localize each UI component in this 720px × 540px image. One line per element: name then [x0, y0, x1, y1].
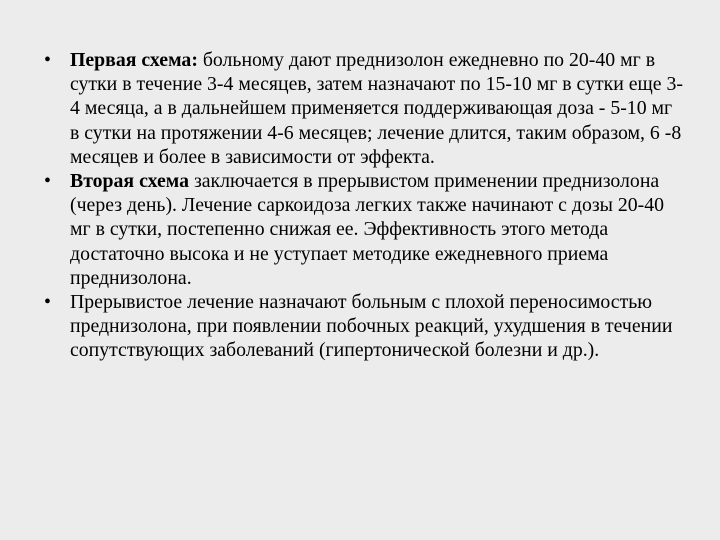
bullet-text: больному дают преднизолон ежедневно по 20-40 мг в сутки в течение 3-4 месяцев, затем назначают по 15-10 мг в сутки еще 3-4 месяца, а в дальнейшем применяется поддерживающая доза - 5-10 мг в сутки на протяжении 4-6 месяцев; лечение длится, таким образом, 6 -8 месяцев и более в зависимости от эффекта. [70, 49, 683, 168]
bullet-text: заключается в прерывистом применении преднизолона (через день). Лечение саркоидоза легких также начинают с дозы 20-40 мг в сутки, постепенно снижая ее. Эффективность этого метода достаточно высока и не уступает методике ежедневного приема преднизолона. [70, 170, 665, 289]
bullet-item-second-scheme [44, 169, 684, 290]
bullet-bold-label: Вторая схема [70, 170, 190, 193]
bullet-icon: • [44, 291, 51, 314]
bullet-item-intermittent-treatment [44, 290, 684, 363]
bullet-icon: • [44, 49, 51, 71]
bullet-bold-label: Первая схема: [70, 49, 198, 71]
bullet-item-first-scheme [44, 48, 684, 169]
bullet-icon: • [44, 170, 51, 193]
bullet-list [44, 48, 684, 363]
bullet-text: Прерывистое лечение назначают больным с плохой переносимостью преднизолона, при появлении побочных реакций, ухудшения в течении сопутствующих заболеваний (гипертонической болезни и др.). [70, 291, 673, 362]
